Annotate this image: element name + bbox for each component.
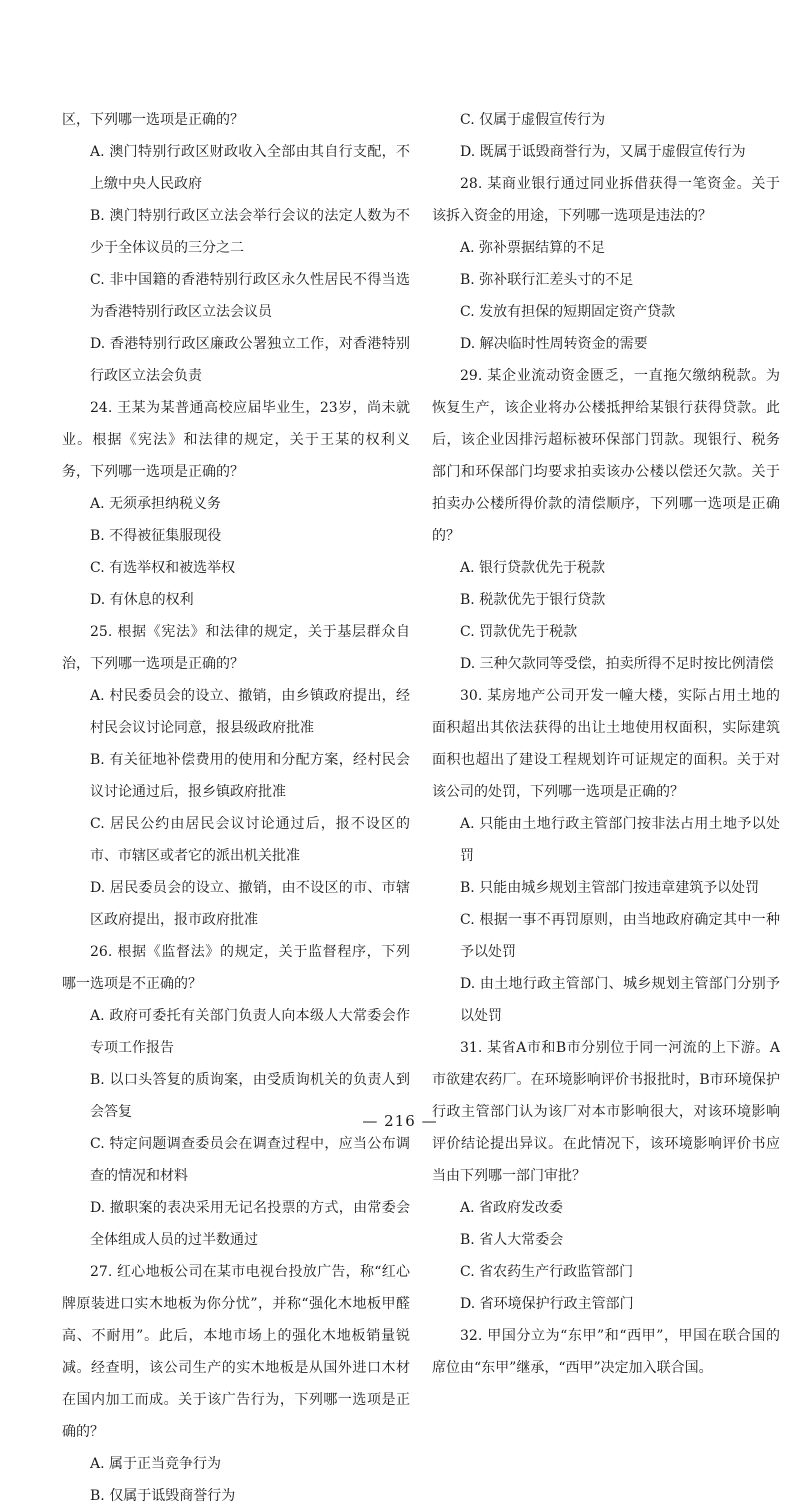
question-stem: 31. 某省A市和B市分别位于同一河流的上下游。A市欲建农药厂。在环境影响评价书报批时，B市环境保护行政主管部门认为该厂对本市影响很大，对该环境影响评价结论提出异议。在此情况下，该环境影响评价书应当由下列哪一部门审批？ (432, 1040, 780, 1184)
answer-option: A. 澳门特别行政区财政收入全部由其自行支配，不上缴中央人民政府 (90, 144, 410, 192)
answer-option: A. 银行贷款优先于税款 (460, 560, 606, 576)
answer-option: A. 弥补票据结算的不足 (460, 240, 606, 256)
answer-option: B. 澳门特别行政区立法会举行会议的法定人数为不少于全体议员的三分之二 (90, 208, 410, 256)
question-stem: 29. 某企业流动资金匮乏，一直拖欠缴纳税款。为恢复生产，该企业将办公楼抵押给某银行获得贷款。此后，该企业因排污超标被环保部门罚款。现银行、税务部门和环保部门均要求拍卖该办公楼以偿还欠款。关于拍卖办公楼所得价款的清偿顺序，下列哪一选项是正确的？ (432, 368, 780, 544)
answer-option: C. 省农药生产行政监管部门 (460, 1264, 634, 1280)
answer-option: A. 只能由土地行政主管部门按非法占用土地予以处罚 (460, 816, 780, 864)
answer-option: B. 不得被征集服现役 (90, 528, 222, 544)
answer-option: C. 非中国籍的香港特别行政区永久性居民不得当选为香港特别行政区立法会议员 (90, 272, 410, 320)
answer-option: A. 省政府发改委 (460, 1200, 564, 1216)
left-column (62, 104, 410, 1512)
question-stem: 30. 某房地产公司开发一幢大楼，实际占用土地的面积超出其依法获得的出让土地使用权面积，实际建筑面积也超出了建设工程规划许可证规定的面积。关于对该公司的处罚，下列哪一选项是正确的？ (432, 688, 780, 800)
answer-option: A. 无须承担纳税义务 (90, 496, 222, 512)
answer-option: D. 有休息的权利 (90, 592, 194, 608)
answer-option: C. 发放有担保的短期固定资产贷款 (460, 304, 676, 320)
answer-option: D. 居民委员会的设立、撤销，由不设区的市、市辖区政府提出，报市政府批准 (90, 880, 410, 928)
answer-option: B. 弥补联行汇差头寸的不足 (460, 272, 634, 288)
answer-option: D. 香港特别行政区廉政公署独立工作，对香港特别行政区立法会负责 (90, 336, 410, 384)
answer-option: D. 由土地行政主管部门、城乡规划主管部门分别予以处罚 (460, 976, 780, 1024)
answer-option: D. 撤职案的表决采用无记名投票的方式，由常委会全体组成人员的过半数通过 (90, 1200, 410, 1248)
answer-option: C. 居民公约由居民会议讨论通过后，报不设区的市、市辖区或者它的派出机关批准 (90, 816, 410, 864)
answer-option: B. 只能由城乡规划主管部门按违章建筑予以处罚 (460, 880, 760, 896)
answer-option: B. 以口头答复的质询案，由受质询机关的负责人到会答复 (90, 1072, 410, 1120)
answer-option: C. 特定问题调查委员会在调查过程中，应当公布调查的情况和材料 (90, 1136, 410, 1184)
answer-option: A. 政府可委托有关部门负责人向本级人大常委会作专项工作报告 (90, 1008, 410, 1056)
question-stem: 25. 根据《宪法》和法律的规定，关于基层群众自治，下列哪一选项是正确的？ (62, 624, 410, 672)
answer-option: B. 有关征地补偿费用的使用和分配方案，经村民会议讨论通过后，报乡镇政府批准 (90, 752, 410, 800)
question-stem: 24. 王某为某普通高校应届毕业生，23岁，尚未就业。根据《宪法》和法律的规定，关于王某的权利义务，下列哪一选项是正确的？ (62, 400, 410, 480)
answer-option: A. 属于正当竞争行为 (90, 1456, 222, 1472)
page-number: — 216 — (362, 1112, 438, 1130)
text-paragraph: 区，下列哪一选项是正确的？ (62, 112, 244, 128)
question-stem: 27. 红心地板公司在某市电视台投放广告，称“红心牌原装进口实木地板为你分忧”，并称“强化木地板甲醛高、不耐用”。此后，本地市场上的强化木地板销量锐减。经查明，该公司生产的实木地板是从国外进口木材在国内加工而成。关于该广告行为，下列哪一选项是正确的？ (62, 1264, 410, 1440)
answer-option: C. 有选举权和被选举权 (90, 560, 236, 576)
question-stem: 32. 甲国分立为“东甲”和“西甲”，甲国在联合国的席位由“东甲”继承，“西甲”决定加入联合国。 (432, 1328, 780, 1376)
answer-option: C. 仅属于虚假宣传行为 (460, 112, 606, 128)
answer-option: D. 解决临时性周转资金的需要 (460, 336, 648, 352)
answer-option: D. 三种欠款同等受偿，拍卖所得不足时按比例清偿 (460, 656, 774, 672)
answer-option: D. 省环境保护行政主管部门 (460, 1296, 634, 1312)
answer-option: B. 税款优先于银行贷款 (460, 592, 606, 608)
answer-option: C. 根据一事不再罚原则，由当地政府确定其中一种予以处罚 (460, 912, 780, 960)
question-stem: 26. 根据《监督法》的规定，关于监督程序，下列哪一选项是不正确的？ (62, 944, 410, 992)
answer-option: A. 村民委员会的设立、撤销，由乡镇政府提出，经村民会议讨论同意，报县级政府批准 (90, 688, 410, 736)
answer-option: B. 仅属于诋毁商誉行为 (90, 1488, 236, 1504)
answer-option: B. 省人大常委会 (460, 1232, 564, 1248)
question-stem: 28. 某商业银行通过同业拆借获得一笔资金。关于该拆入资金的用途，下列哪一选项是违法的？ (432, 176, 780, 224)
answer-option: C. 罚款优先于税款 (460, 624, 578, 640)
answer-option: D. 既属于诋毁商誉行为，又属于虚假宣传行为 (460, 144, 746, 160)
right-column (432, 104, 780, 1384)
